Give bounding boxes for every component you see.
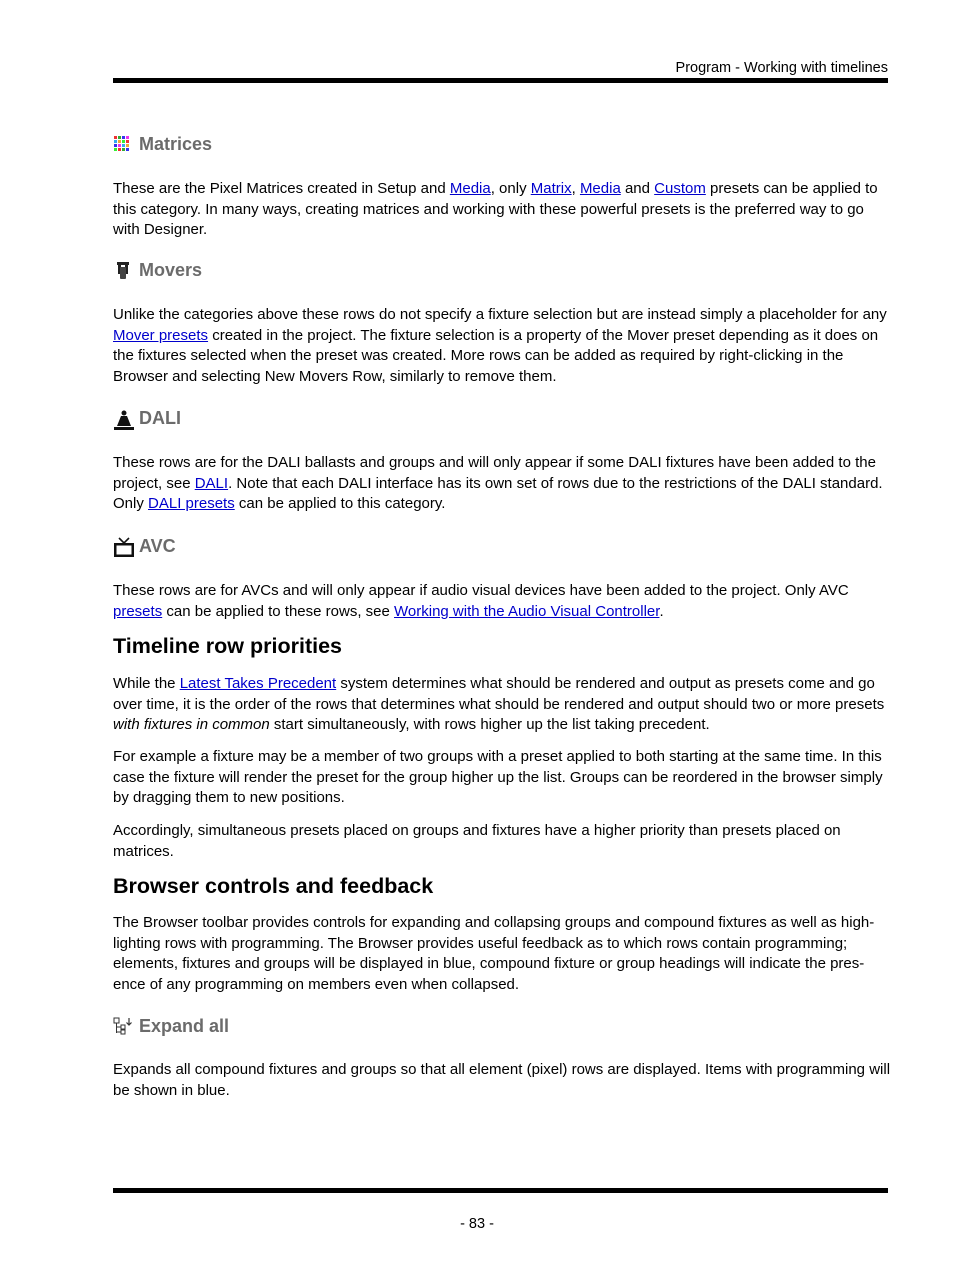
text: While the [113,675,180,692]
dali-paragraph [113,453,893,515]
dali-heading-text: DALI [139,408,181,428]
avc-presets-link[interactable]: presets [113,602,163,620]
priorities-paragraph-1 [113,674,893,736]
expand-all-paragraph: Expands all compound fixtures and groups so that all element (pixel) rows are displayed. Items with programming will be shown in blue. [113,1061,891,1099]
header-rule [113,78,888,83]
footer-rule [113,1188,888,1193]
text: , only [490,180,531,197]
browser-paragraph: The Browser toolbar provides controls for expanding and collapsing groups and compound fixtures as well as high-lighting rows with programming. The Browser provides useful feedback as to which rows contain programming; elements, fixtures and groups will be displayed in blue, compound fixture or group headings will indicate the pres-ence of any programming on members even when collapsed. [113,914,875,993]
matrices-paragraph [113,179,893,241]
movers-heading-text: Movers [139,260,203,280]
text: and [620,180,655,197]
dali-heading [113,408,181,429]
matrix-link[interactable]: Matrix [530,180,572,197]
latest-takes-precedent-link[interactable]: Latest Takes Precedent [179,675,337,692]
movers-heading [113,260,202,281]
mover-presets-link[interactable]: Mover presets [113,326,209,344]
matrices-heading [113,134,212,155]
avc-heading [113,536,176,557]
text: presets can be applied to this category. In many ways, creating matrices and working with these powerful presets is the preferred way to go with Designer. [113,180,878,239]
pixel-grid-icon [113,135,133,155]
avc-heading-text: AVC [139,536,176,556]
text: These rows are for the DALI ballasts and groups and will only appear if some DALI fixtures have been added to the project, see [113,454,876,492]
dali-presets-link[interactable]: DALI presets [148,495,235,513]
priorities-paragraph-3: Accordingly, simultaneous presets placed on groups and fixtures have a higher priority than presets placed on matrices. [113,822,841,860]
avc-controller-link[interactable]: Working with the Audio Visual Controller [394,602,660,620]
expand-tree-icon [113,1017,133,1037]
text: These rows are for AVCs and will only appear if audio visual devices have been added to the project. Only AVC [113,582,849,599]
text: , [571,180,580,197]
matrices-heading-text: Matrices [139,134,213,154]
text: created in the project. The fixture selection is a property of the Mover preset depending as it does on the fixtures selected when the preset was created. More rows can be added as required by right-clicking in the Browser and selecting New Movers Row, similarly to remove them. [113,326,879,385]
text: start simultaneously, with rows higher up the list taking precedent. [269,716,710,734]
custom-link[interactable]: Custom [654,180,706,197]
emphasis: with fixtures in common [113,716,270,734]
text: can be applied to this category. [234,495,446,513]
running-header: Program - Working with timelines [675,60,888,76]
text: . Note that each DALI interface has its own set of rows due to the restrictions of the DALI standard. Only [113,474,883,513]
page-number: - 83 - [460,1216,494,1232]
movers-paragraph [113,305,893,387]
text: Unlike the categories above these rows do not specify a fixture selection but are instead simply a placeholder for any [113,306,887,323]
media-link[interactable]: Media [449,180,491,197]
text: system determines what should be rendered and output as presets come and go over time, it is the order of the rows that determines what should be rendered and output should two or more presets [113,675,885,713]
tv-icon [113,537,133,557]
dali-link[interactable]: DALI [194,474,229,492]
expand-all-heading [113,1016,229,1037]
dali-lamp-icon [113,409,133,429]
text: These are the Pixel Matrices created in Setup and [113,180,450,197]
media-link-2[interactable]: Media [579,180,621,197]
avc-paragraph [113,581,893,622]
moving-head-icon [113,261,133,281]
text: can be applied to these rows, see [162,602,395,620]
priorities-paragraph-2: For example a fixture may be a member of two groups with a preset applied to both starting at the same time. In this case the fixture will render the preset for the group higher up the list. Groups can be reordered in the browser simply by dragging them to new positions. [113,748,883,807]
expand-all-heading-text: Expand all [139,1016,230,1036]
browser-controls-heading: Browser controls and feedback [113,874,434,898]
text: . [659,602,664,620]
timeline-row-priorities-heading: Timeline row priorities [113,634,342,658]
